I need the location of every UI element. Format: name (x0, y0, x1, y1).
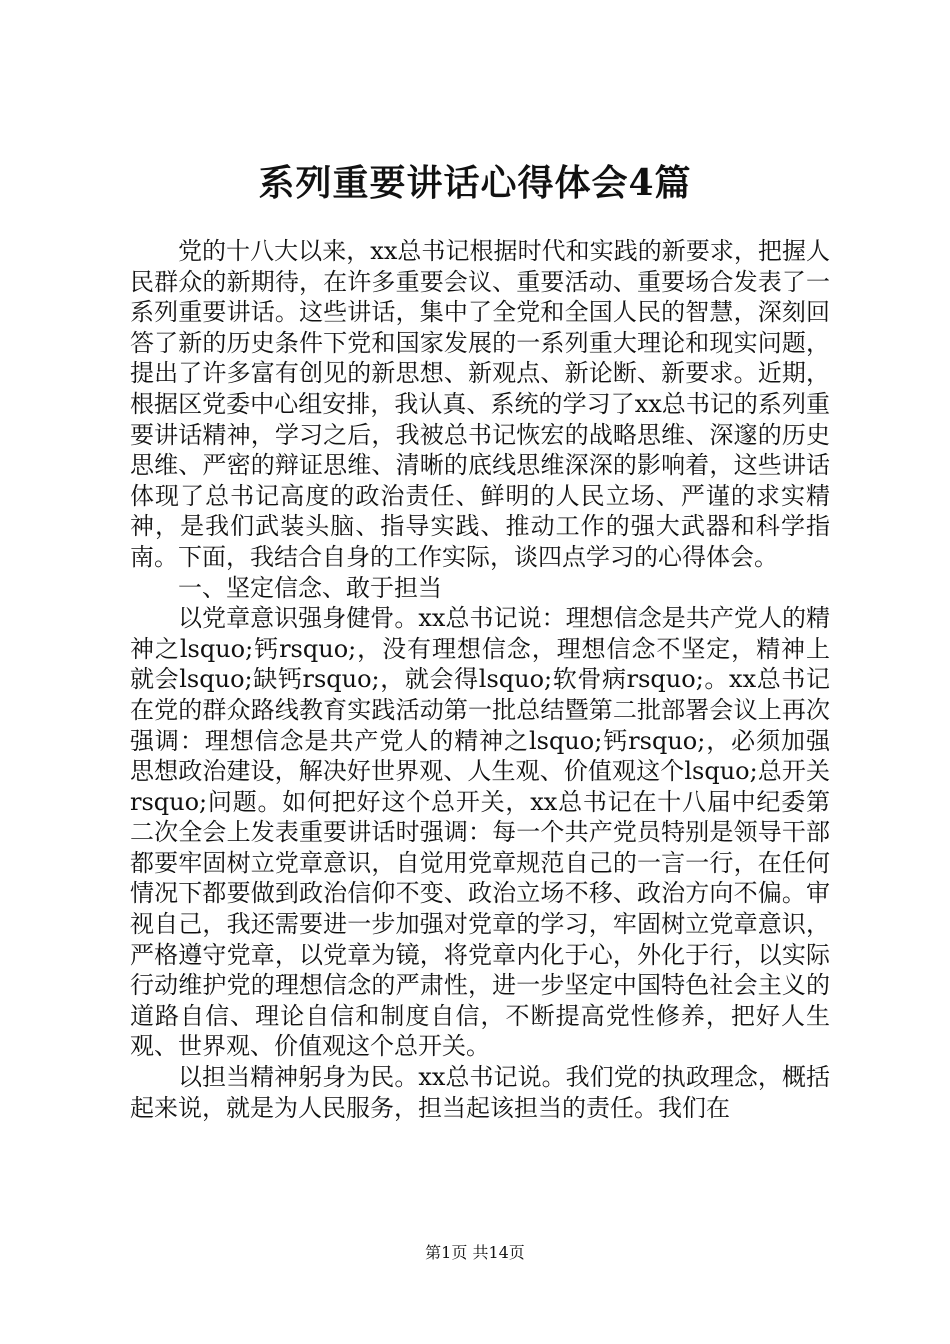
document-body (130, 236, 830, 1123)
paragraph-intro: 党的十八大以来，xx总书记根据时代和实践的新要求，把握人民群众的新期待，在许多重要会议、重要活动、重要场合发表了一系列重要讲话。这些讲话，集中了全党和全国人民的智慧，深刻回答了新的历史条件下党和国家发展的一系列重大理论和现实问题，提出了许多富有创见的新思想、新观点、新论断、新要求。近期，根据区党委中心组安排，我认真、系统的学习了xx总书记的系列重要讲话精神，学习之后，我被总书记恢宏的战略思维、深邃的历史思维、严密的辩证思维、清晰的底线思维深深的影响着，这些讲话体现了总书记高度的政治责任、鲜明的人民立场、严谨的求实精神，是我们武装头脑、指导实践、推动工作的强大武器和科学指南。下面，我结合自身的工作实际，谈四点学习的心得体会。 (130, 237, 830, 571)
document-title: 系列重要讲话心得体会4篇 (258, 162, 692, 204)
page-footer: 第1页 共14页 (425, 1243, 525, 1262)
paragraph-responsibility: 以担当精神躬身为民。xx总书记说。我们党的执政理念，概括起来说，就是为人民服务，担当起该担当的责任。我们在 (130, 1063, 830, 1122)
section-heading: 一、坚定信念、敢于担当 (178, 573, 442, 602)
paragraph-party-constitution: 以党章意识强身健骨。xx总书记说：理想信念是共产党人的精神之lsquo;钙rsquo;，没有理想信念，理想信念不坚定，精神上就会lsquo;缺钙rsquo;，就会得lsquo;软骨病rsquo;。xx总书记在党的群众路线教育实践活动第一批总结暨第二批部署会议上再次强调：理想信念是共产党人的精神之lsquo;钙rsquo;，必须加强思想政治建设，解决好世界观、人生观、价值观这个lsquo;总开关rsquo;问题。如何把好这个总开关，xx总书记在十八届中纪委第二次全会上发表重要讲话时强调：每一个共产党员特别是领导干部都要牢固树立党章意识，自觉用党章规范自己的一言一行，在任何情况下都要做到政治信仰不变、政治立场不移、政治方向不偏。审视自己，我还需要进一步加强对党章的学习，牢固树立党章意识，严格遵守党章，以党章为镜，将党章内化于心，外化于行，以实际行动维护党的理想信念的严肃性，进一步坚定中国特色社会主义的道路自信、理论自信和制度自信，不断提高党性修养，把好人生观、世界观、价值观这个总开关。 (130, 604, 830, 1061)
